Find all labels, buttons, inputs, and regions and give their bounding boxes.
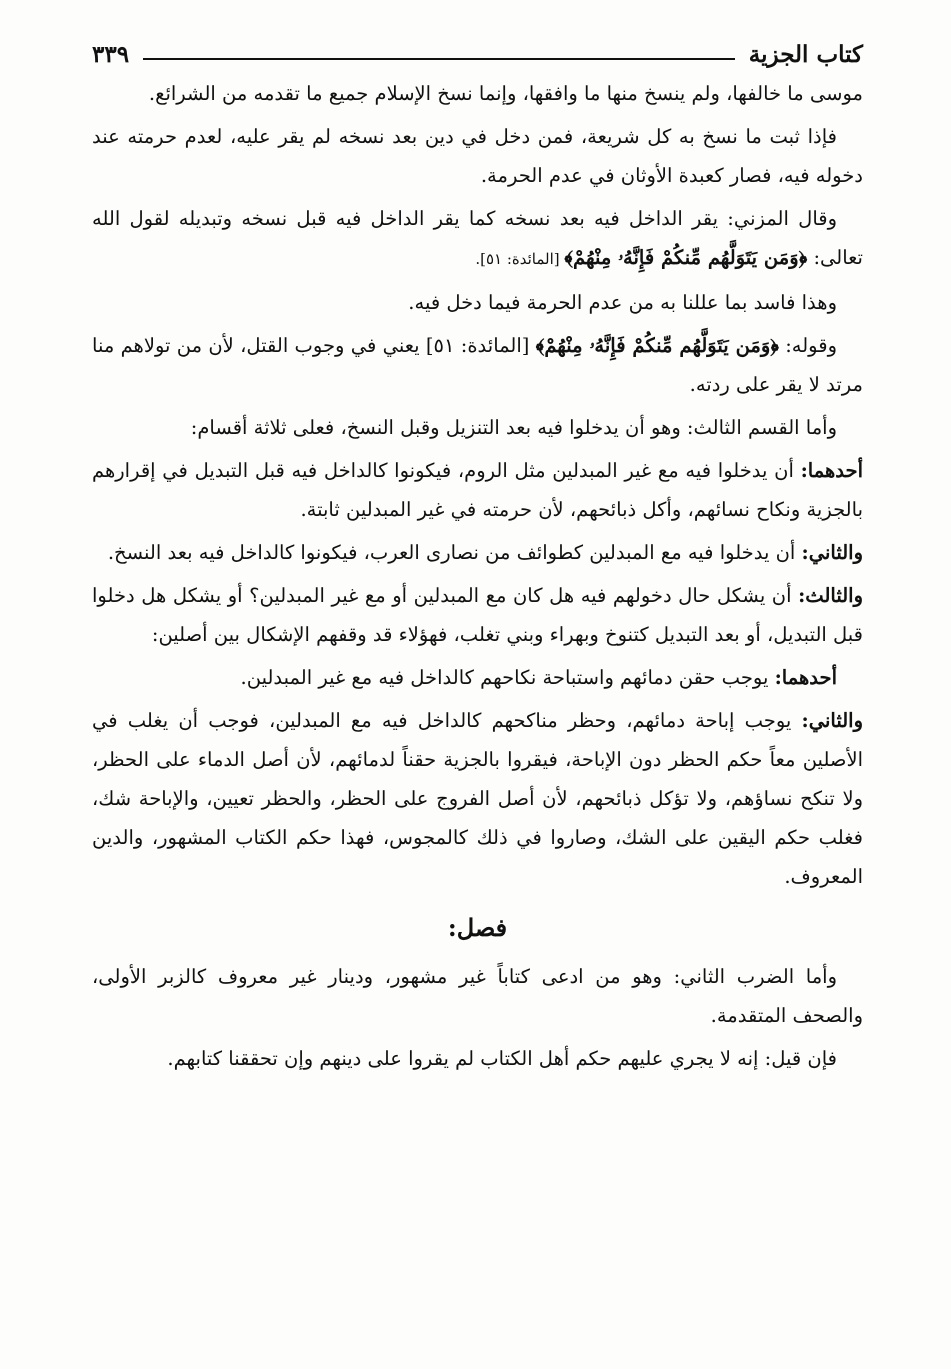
paragraph-5-text: [المائدة: ٥١] يعني في وجوب القتل، لأن من تولاهم منا مرتد لا يقر على ردته. <box>92 334 863 396</box>
paragraph-7 <box>92 451 863 529</box>
paragraph-11-text: يوجب إباحة دمائهم، وحظر مناكحهم كالداخل فيه مع المبدلين، فوجب أن يغلب في الأصلين معاً حكم الحظر دون الإباحة، فيقروا بالجزية حقناً لدمائهم، لأن أصل الدماء على الحظر، ولا تنكح نساؤهم، ولا تؤكل ذبائحهم، لأن أصل الفروج على الحظر، والحظر تعيين، والإباحة شك، فغلب حكم اليقين على الشك، وصاروا في ذلك كالمجوس، فهذا حكم الكتاب المشهور، والدين المعروف. <box>92 709 863 888</box>
quran-verse: ﴿وَمَن يَتَوَلَّهُم مِّنكُمْ فَإِنَّهُۥ مِنْهُمْ﴾ <box>564 246 808 269</box>
paragraph-9 <box>92 576 863 654</box>
paragraph-11 <box>92 701 863 896</box>
paragraph-10-text: يوجب حقن دمائهم واستباحة نكاحهم كالداخل فيه مع غير المبدلين. <box>240 666 775 689</box>
paragraph-3 <box>92 199 863 279</box>
paragraph-7-text: أن يدخلوا فيه مع غير المبدلين مثل الروم، فيكونوا كالداخل فيه قبل التبديل في إقرارهم بالجزية ونكاح نسائهم، وأكل ذبائحهم، لأن حرمته في غير المبدلين ثابتة. <box>92 459 863 521</box>
paragraph-3-text: وقال المزني: يقر الداخل فيه بعد نسخه كما يقر الداخل فيه قبل نسخه وتبديله لقول الله تعالى: <box>92 207 863 269</box>
paragraph-1: موسى ما خالفها، ولم ينسخ منها ما وافقها، وإنما نسخ الإسلام جميع ما تقدمه من الشرائع. <box>148 82 863 105</box>
paragraph-10 <box>92 658 863 697</box>
term-label: والثاني: <box>801 709 863 732</box>
quran-verse: ﴿وَمَن يَتَوَلَّهُم مِّنكُمْ فَإِنَّهُۥ مِنْهُمْ﴾ <box>535 334 779 357</box>
verse-reference: [المائدة: ٥١]. <box>475 250 565 268</box>
term-label: أحدهما: <box>774 666 837 689</box>
paragraph-5 <box>92 326 863 404</box>
running-title: كتاب الجزية <box>748 41 863 68</box>
term-label: والثاني: <box>801 541 863 564</box>
paragraph-13: فإن قيل: إنه لا يجري عليهم حكم أهل الكتاب لم يقروا على دينهم وإن تحققنا كتابهم. <box>167 1047 837 1070</box>
paragraph-8 <box>92 533 863 572</box>
page-header <box>92 22 863 70</box>
paragraph-12: وأما الضرب الثاني: وهو من ادعى كتاباً غير مشهور، ودينار غير معروف كالزبر الأولى، والصحف المتقدمة. <box>92 965 863 1027</box>
paragraph-9-text: أن يشكل حال دخولهم فيه هل كان مع المبدلين أو مع غير المبدلين؟ أو يشكل هل دخلوا قبل التبديل، أو بعد التبديل كتنوخ وبهراء وبني تغلب، فهؤلاء قد وقفهم الإشكال بين أصلين: <box>92 584 863 646</box>
paragraph-5-lead: وقوله: <box>778 334 837 357</box>
page-number: ٣٣٩ <box>92 41 130 68</box>
paragraph-8-text: أن يدخلوا فيه مع المبدلين كطوائف من نصارى العرب، فيكونوا كالداخل فيه بعد النسخ. <box>107 541 802 564</box>
term-label: أحدهما: <box>800 459 863 482</box>
page-body <box>92 74 863 1082</box>
paragraph-2: فإذا ثبت ما نسخ به كل شريعة، فمن دخل في دين بعد نسخه لم يقر عليه، لعدم حرمته عند دخوله فيه، فصار كعبدة الأوثان في عدم الحرمة. <box>92 125 863 187</box>
term-label: والثالث: <box>798 584 863 607</box>
header-rule <box>143 58 735 60</box>
section-heading: فصل: <box>447 913 508 942</box>
paragraph-4: وهذا فاسد بما عللنا به من عدم الحرمة فيما دخل فيه. <box>408 291 837 314</box>
paragraph-6: وأما القسم الثالث: وهو أن يدخلوا فيه بعد التنزيل وقبل النسخ، فعلى ثلاثة أقسام: <box>190 416 837 439</box>
